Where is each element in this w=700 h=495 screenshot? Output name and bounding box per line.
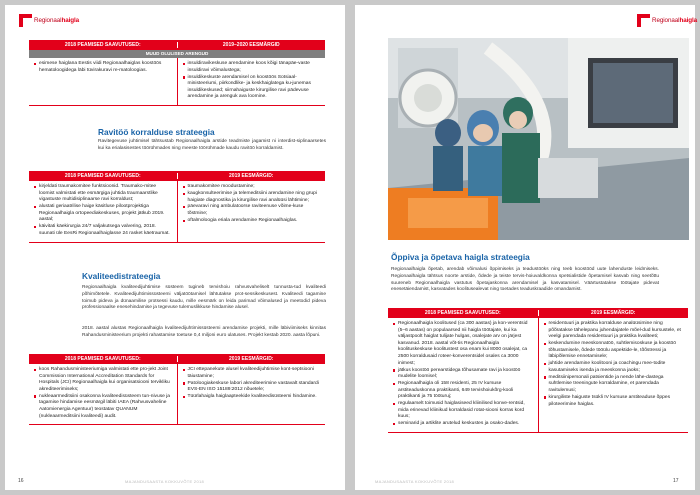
section-paragraph: Ravitegevuse juhtimisel tähtsustab Regionaalhaigla arstide teadmiste jagamist ni interdist-siplinaarsetes kui ka erialasisestes töörühmades ning meeste töörühmade kaudu ravitöö korraldamist. xyxy=(98,139,326,151)
list-item: päevaravi ning ambulatoorse raviteenuse võime-kuse tõstmine; xyxy=(188,204,320,217)
achievements-table-3 xyxy=(29,354,325,425)
section-title-quality: Kvaliteedistrateegia xyxy=(82,271,161,281)
col-header-achievements: 2018 PEAMISED SAAVUTUSED: xyxy=(388,310,539,317)
list-item: kirurgiliste haiguste tsükli IV kursuse arstiteaduse õppes piloteerimine haiglas. xyxy=(549,395,683,408)
list-item: kaugkonsulteerimise ja telemeditsiini arendamine ning grupi haigiate diagnostika ja kirurgilise ravi analüüsi lähtimine; xyxy=(188,191,320,204)
list-item: kirjeldati traumakomitee funktsioonid. Traumako-mitee loomist valmistati ette esmärgiga juhtida traumaarstlike vigastuste multidisiplinaarse ravi korraldust; xyxy=(39,184,171,204)
list-item: JCI ettepanekute alusel kvaliteedijuhtimise kont-septsiooni täiustamine; xyxy=(188,367,320,380)
hospital-logo xyxy=(19,14,79,27)
section-title-treatment: Ravitöö korralduse strateegia xyxy=(98,127,215,137)
achievements-list xyxy=(398,321,532,428)
goals-list xyxy=(549,321,683,408)
list-item: Tüürlahaigla haiglaapteekide kvaliteedisüsteemi hindamine. xyxy=(188,394,320,401)
achievements-table-2 xyxy=(29,171,325,243)
list-item: insuldiravikeskuse arendamine koos kõigi tänapäe-vaste insuldiravi võimalustega; xyxy=(188,61,320,74)
logo-prefix: Regionaal xyxy=(34,17,62,24)
hospital-logo xyxy=(637,14,697,27)
list-item: koos Rahandusministeeriumiga valmistati ette pro-jekt Joint Commission International Accreditation Standards for Hospitals (JCI) Regionaalhaigla kui organisatsiooni tervikliku akrediteerimiseks; xyxy=(39,367,170,392)
list-item: esimese haiglana Eestis viidi Regionaalhaiglas koostöös hematoloogidega läbi tüvirakuravi re-matoloogias. xyxy=(39,61,171,74)
list-item: Regionaalhaigla oli 158 residenti, 25 IV kursuse arstiteaduskonna praktikanti, 649 tervishoiukõrg-kooli praktikanti ja 75 tööturuj; xyxy=(398,381,532,401)
list-item: keskendumine meeskonnatöö, suhtlemisoskuse ja koostöö tõhustamisele, õdede tööülu aspektide-le, tõõstressi ja läbipõlemise ennetamisele; xyxy=(549,341,683,361)
section-paragraph: Regionaalhaigla õpetab, arendab võimalusi õppimiseks ja teadustööks ning teeb koostööd uute lahenduste leidmiseks. Regionaalhaigla tähtsus noorte arstide, õdede ja teiste tervis-hoiuvaldkonna spetsialistide õpetamisel kasvab ning seetõttu suureneb Regionaalhaigla vastutus õpetajaskonna arendamisel ja kasvatamisel. Väärtustatakse töötajate pidevat enesetäiendamist, kasvatades koolitusealevat ning toetades teaduskraadide omandamist. xyxy=(391,267,659,293)
achievements-table-1 xyxy=(29,40,325,106)
col-header-goals: 2019–2020 EESMÄRGID xyxy=(222,41,280,48)
achievements-list xyxy=(39,61,171,74)
achievements-list xyxy=(39,184,171,237)
list-item: alustati geriaatrilise haige käsitluse pilootprojektiga Regionaalhaigla ortopeediakeskuses, projekt jätkub 2019. aastal; xyxy=(39,204,171,224)
publication-footer: MAJANDUSAASTA KOKKUVÕTE 2018 xyxy=(125,479,205,484)
logo-corner-icon xyxy=(637,14,650,27)
list-item: residentuuri ja praktika korralduse analüüsimine ning põõratakse tähelepanu juhendajatele mõel-dud kursustele, et veelgi parendada residentuuri ja praktika kvaliteeti; xyxy=(548,321,681,340)
col-header-goals: 2019 EESMÄRGID: xyxy=(229,172,274,179)
goals-list xyxy=(188,367,320,401)
list-item: oftalmoloogia eriala arendamine Regionaalhaiglas. xyxy=(188,218,320,225)
list-item: traumakomitee moodustamine; xyxy=(188,184,320,191)
col-header-achievements: 2018 PEAMISED SAAVUTUSED: xyxy=(29,356,178,363)
left-page xyxy=(5,5,345,490)
goals-list xyxy=(188,61,320,101)
logo-prefix: Regionaal xyxy=(652,17,680,24)
list-item: insuldikeskuste arendamisel on koostöös Sotsiaal-ministeeriumi, piirkondlike- ja keskhaiglatega ku-junemas insuldikeskused; siirnahaiguste kirurgilise ravi pädevuse arendamine ja arenguk ava loomine. xyxy=(188,75,320,101)
operating-room-illustration xyxy=(388,38,689,240)
surgery-photo xyxy=(388,38,689,240)
achievements-list xyxy=(39,367,171,420)
col-header-goals: 2019 EESMÄRGID: xyxy=(229,355,274,362)
achievements-table xyxy=(388,308,688,433)
list-item: regulaarselt toimusid haiglasiseed kliinilised konve-rentsid, mida erinevad kliinikud korraldasid rotat-siooni korras kord kuus; xyxy=(398,401,532,421)
section-title-learning: Õppiva ja õpetava haigla strateegia xyxy=(391,252,530,262)
sub-header: MUUD OLULISED ARENGUD xyxy=(29,50,325,58)
col-header-achievements: 2018 PEAMISED SAAVUTUSED: xyxy=(29,173,178,180)
list-item: Patoloogiakeskuse labori akrediteerimine vastavalt standardi EVS-EN ISO 15189:2012 nõuetele; xyxy=(187,380,319,393)
section-paragraph-2: 2018. aastal alustas Regionaalhaigla kvaliteedijuhtimissüsteemi arendamise projekti, mille läbiviimiseks kinnitas Rahandusministeerium projekti rahastamise toetuse 0,4 miljoni euro ulatuses. Projekt kestab 2020. aasta lõpuni. xyxy=(82,326,326,338)
list-item: jätkus koostöö perearstidega tõhusamate ravi ja koostöö mudelite loomisel; xyxy=(398,368,532,381)
col-header-achievements: 2018 PEAMISED SAAVUTUSED: xyxy=(29,42,178,49)
list-item: meditsiinipersonali patsientide ja nende lähe-dastega suhtlemise treeningute korraldamine, et parendada ravitulemusi; xyxy=(549,375,683,395)
col-header-goals: 2019 EESMÄRGID: xyxy=(591,309,636,316)
list-item: seminarid ja artiklite arutelud keskustes ja osako-dades. xyxy=(398,421,532,428)
list-item: käivitati käekirurgia 24/7 valjakutsega valvering, 2018. suunati üle EesRi Regionaalhaiglasse 24 rasket käetraumat. xyxy=(39,224,170,236)
right-page xyxy=(355,5,698,490)
page-number: 16 xyxy=(18,478,24,484)
section-paragraph-1: Regionaalhaigla kvaliteedijuhtimise süsteem tugineb tervishoiu rahvusvaheliselt tunnusta-tud kvaliteedi põhimõtetele. Kvaliteedijuhtimissüsteemi väljatöötamisel lähtutakse prot-sessikeskusest. Kvaliteedi tagamine toimub pideva ja dünaamilise protsessi kaudu, mille eesmärk on leida parimad võimalused ja meetodid pideva professionaalse enesehindamise ja tegevuse tulemuslikkuse hindamise alusel. xyxy=(82,285,326,311)
list-item: juhtide arendamine koolitooni ja coachingu mee-todite kasutamiseks isenda ja meeskonna jaoks; xyxy=(549,361,683,374)
logo-suffix: haigla xyxy=(679,17,698,24)
list-item: nukleaarmeditsiini osakonna kvaliteedisüsteem tun-nivuse ja tagamise hindamise eesmärgil läbiti IAEA (Rahvusvaheline Aatomienergia Agentuur) teostatav QUANUM (nukleaarmeditsiini kvaliteedi) audit. xyxy=(39,393,171,419)
list-item: Regionaalhaigla koolitused (ca 300 aastas) ja kon-verentsid (5–6 aastas) on populaarsed nii haigla töötajate, kui ka väljastpoolt haiglat tulijate hulgas, osalejate arv on järjest kasvanud. 2018. aastal võt-tis Regionaalhaigla koolituskeskuse koolitustest osa enam kui 8000 osalejat, ca 2500 korraldusaid roteer-konverentsidel osales ca 3000 inimest; xyxy=(398,321,532,367)
logo-suffix: haigla xyxy=(61,17,80,24)
logo-corner-icon xyxy=(19,14,32,27)
goals-list xyxy=(188,184,320,225)
page-number: 17 xyxy=(673,478,679,484)
publication-footer: MAJANDUSAASTA KOKKUVÕTE 2018 xyxy=(375,479,455,484)
